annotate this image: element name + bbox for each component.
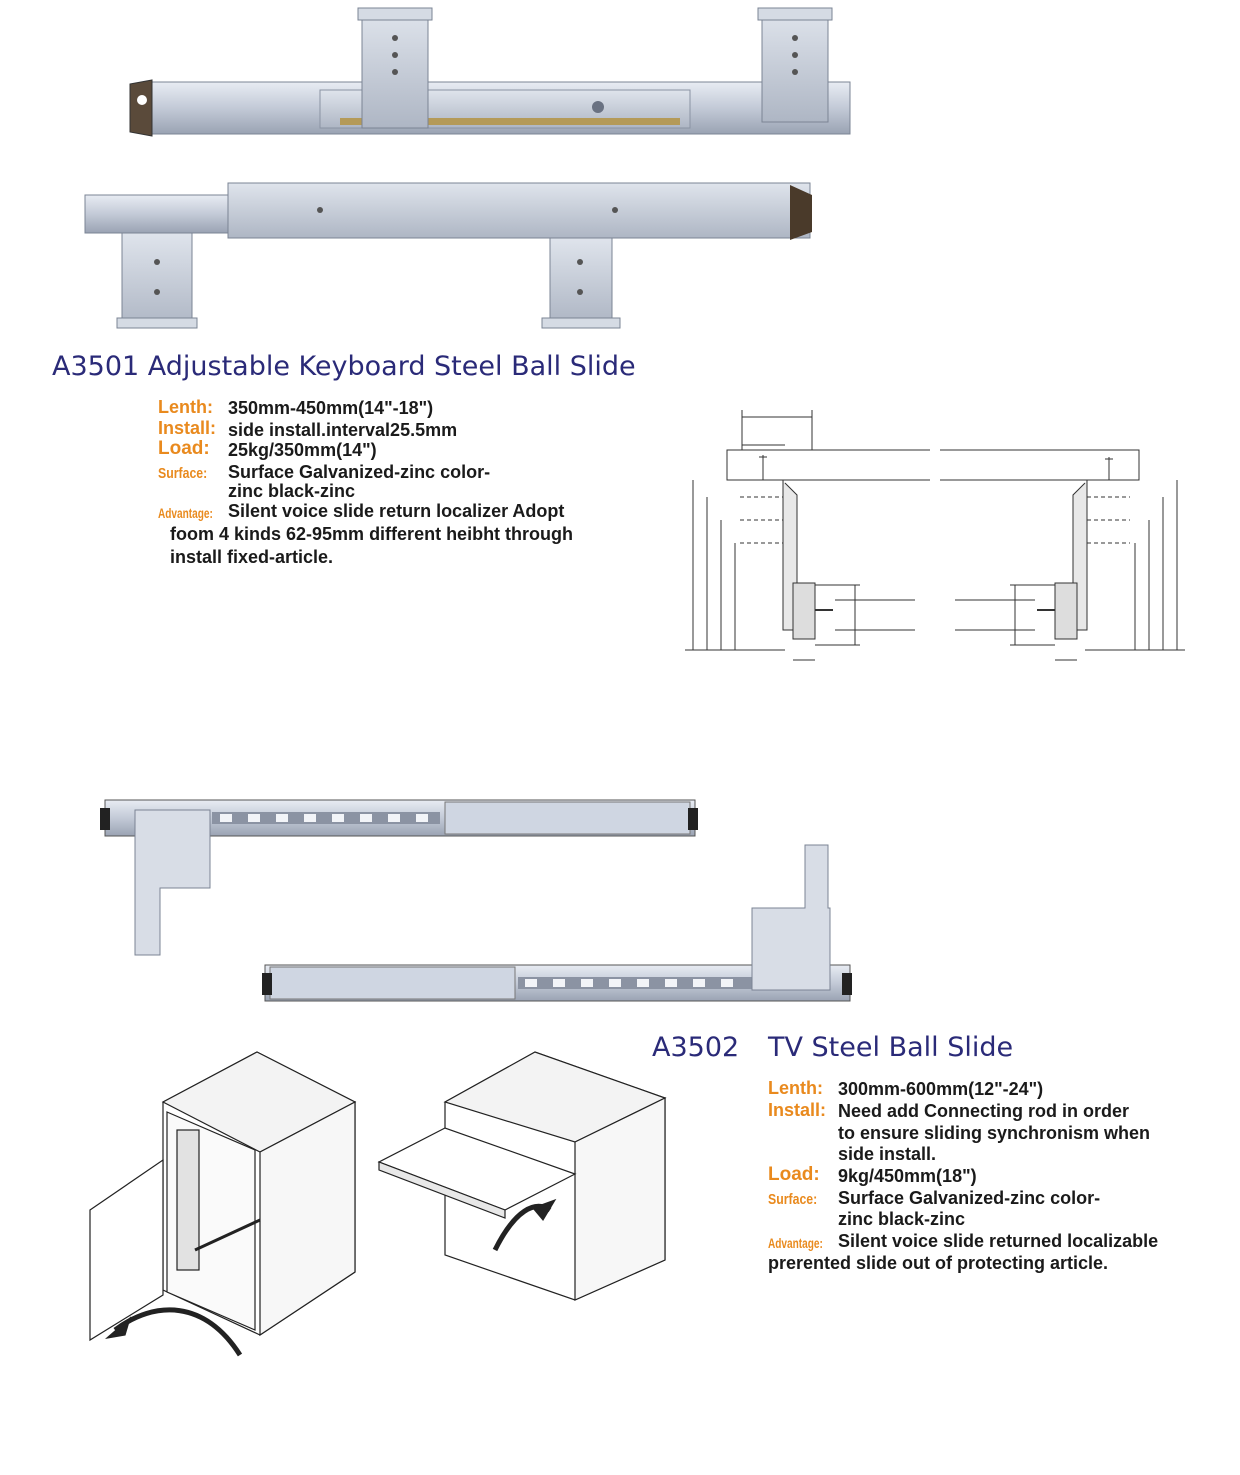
a3501-advantage-line2: foom 4 kinds 62-95mm different heibht through <box>170 524 574 544</box>
a3502-lenth-value: 300mm-600mm(12"-24") <box>838 1079 1044 1099</box>
a3501-title: A3501 Adjustable Keyboard Steel Ball Slide <box>52 351 636 382</box>
a3501-advantage-line3: install fixed-article. <box>170 547 334 567</box>
a3502-install-line3: side install. <box>838 1144 937 1164</box>
a3501-load-label: Load: <box>158 438 210 459</box>
a3502-load-value: 9kg/450mm(18") <box>838 1166 977 1186</box>
a3502-code: A3502 <box>652 1032 740 1063</box>
a3502-load-label: Load: <box>768 1164 820 1185</box>
a3501-install-diagram <box>685 405 1205 665</box>
a3502-advantage-label: Advantage: <box>768 1235 823 1251</box>
a3502-install-label: Install: <box>768 1100 827 1120</box>
a3501-surface-label: Surface: <box>158 465 208 482</box>
a3501-install-value: side install.interval25.5mm <box>228 420 458 440</box>
a3501-lenth-value: 350mm-450mm(14"-18") <box>228 398 434 418</box>
a3502-advantage-line2: prerented slide out of protecting article. <box>768 1253 1109 1273</box>
a3501-install-label: Install: <box>158 418 217 438</box>
a3502-surface-label: Surface: <box>768 1191 818 1208</box>
a3501-surface-line1: Surface Galvanized-zinc color- <box>228 462 491 482</box>
a3502-advantage-line1: Silent voice slide returned localizable <box>838 1231 1159 1251</box>
a3501-surface-line2: zinc black-zinc <box>228 481 356 501</box>
a3501-load-value: 25kg/350mm(14") <box>228 440 377 460</box>
a3502-cabinet-illustration-shelf <box>375 1050 675 1310</box>
a3501-slide-photo-top <box>0 0 1240 360</box>
a3501-specs <box>158 397 678 577</box>
a3502-install-line2: to ensure sliding synchronism when <box>838 1123 1151 1143</box>
a3502-lenth-label: Lenth: <box>768 1078 823 1098</box>
a3501-advantage-line1: Silent voice slide return localizer Adopt <box>228 501 565 521</box>
a3502-title: TV Steel Ball Slide <box>768 1032 1014 1063</box>
a3502-slide-photo <box>0 790 1240 1020</box>
a3502-install-line1: Need add Connecting rod in order <box>838 1101 1130 1121</box>
a3502-surface-line2: zinc black-zinc <box>838 1209 966 1229</box>
a3502-cabinet-illustration-door <box>85 1050 385 1380</box>
a3501-advantage-label: Advantage: <box>158 505 213 521</box>
a3501-lenth-label: Lenth: <box>158 397 213 417</box>
a3502-surface-line1: Surface Galvanized-zinc color- <box>838 1188 1101 1208</box>
a3502-specs <box>768 1078 1228 1278</box>
